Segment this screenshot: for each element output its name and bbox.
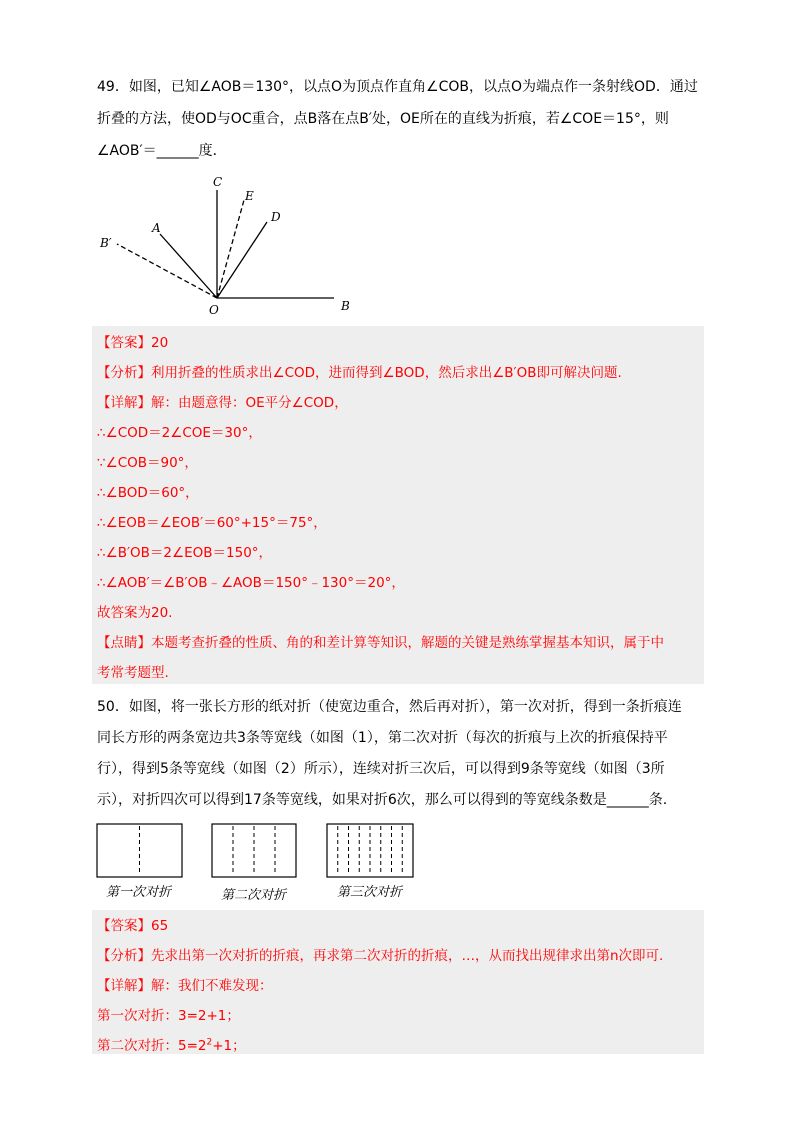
ray-ob-prime [117, 244, 217, 298]
label-o: O [209, 303, 219, 317]
q50-analysis: 【分析】先求出第一次对折的折痕，再求第二次对折的折痕，…，从而找出规律求出第n次即可. [97, 948, 664, 964]
q49-detail-3: ∵∠COB＝90°， [97, 455, 198, 471]
q49-detail-7: ∴∠AOB′＝∠B′OB﹣∠AOB＝150°﹣130°＝20°， [97, 575, 405, 591]
q49-point-1: 【点睛】本题考查折叠的性质、角的和差计算等知识，解题的关键是熟练掌握基本知识，属于中 [97, 635, 664, 651]
q49-point-2: 考常考题型. [97, 665, 169, 681]
q50-line-2: 同长方形的两条宽边共3条等宽线（如图（1），第二次对折（每次的折痕与上次的折痕保持平 [97, 730, 668, 746]
caption-fold-1: 第一次对折 [106, 885, 172, 900]
q50-detail-3: 第二次对折：$5=2^2+1$； [97, 1037, 246, 1054]
q50-fold-figures [94, 820, 424, 904]
ray-oe [217, 200, 244, 298]
q50-line-4: 示），对折四次可以得到17条等宽线，如果对折6次，那么可以得到的等宽线条数是______条. [97, 792, 668, 808]
q50-detail-2: 第一次对折：3=2+1； [97, 1008, 240, 1024]
q49-angle-figure [92, 172, 352, 322]
ray-oa [160, 234, 217, 298]
q49-answer: 【答案】20 [97, 335, 169, 351]
label-a: A [152, 221, 161, 235]
q50-detail-1: 【详解】解：我们不难发现： [97, 978, 273, 994]
q49-analysis: 【分析】利用折叠的性质求出∠COD，进而得到∠BOD，然后求出∠B′OB即可解决问题. [97, 365, 622, 381]
q49-line-3: ∠AOB′＝______度． [97, 143, 227, 159]
q49-detail-6: ∴∠B′OB＝2∠EOB＝150°， [97, 545, 273, 561]
q49-detail-5: ∴∠EOB＝∠EOB′＝60°+15°＝75°， [97, 515, 327, 531]
ray-od [217, 222, 267, 298]
q49-detail-2: ∴∠COD＝2∠COE＝30°， [97, 425, 262, 441]
q49-detail-8: 故答案为20. [97, 605, 173, 621]
label-b: B [341, 299, 350, 313]
label-c: C [213, 175, 223, 189]
label-e: E [245, 189, 254, 203]
label-b-prime: B′ [100, 236, 112, 250]
caption-fold-3: 第三次对折 [337, 885, 403, 900]
q49-line-1: 49．如图，已知∠AOB＝130°，以点O为顶点作直角∠COB，以点O为端点作一条射线OD．通过 [97, 79, 698, 95]
q50-answer: 【答案】65 [97, 918, 169, 934]
q49-line-2: 折叠的方法，使OD与OC重合，点B落在点B′处，OE所在的直线为折痕，若∠COE＝15°，则 [97, 111, 669, 127]
q49-detail-1: 【详解】解：由题意得：OE平分∠COD， [97, 395, 348, 411]
q49-detail-4: ∴∠BOD＝60°， [97, 485, 199, 501]
q50-line-3: 行），得到5条等宽线（如图（2）所示），连续对折三次后，可以得到9条等宽线（如图（3所 [97, 761, 665, 777]
label-d: D [271, 210, 281, 224]
q50-line-1: 50．如图，将一张长方形的纸对折（使宽边重合，然后再对折），第一次对折，得到一条折痕连 [97, 699, 682, 715]
caption-fold-2: 第二次对折 [221, 888, 287, 903]
